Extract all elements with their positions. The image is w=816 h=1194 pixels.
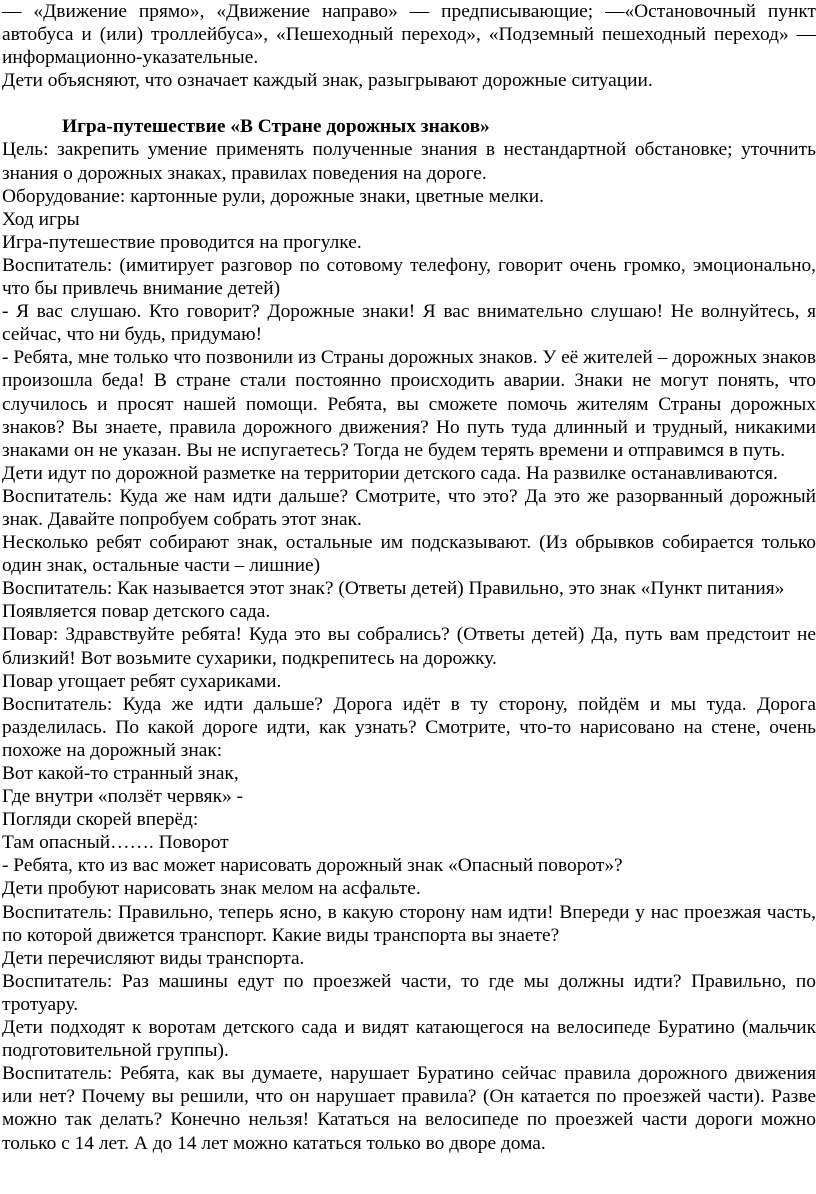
paragraph-game-course: Ход игры	[2, 208, 80, 230]
paragraph-food-point: Воспитатель: Как называется этот знак? (Ответы детей) Правильно, это знак «Пункт питания»	[2, 578, 785, 600]
paragraph-walk: Игра-путешествие проводится на прогулке.	[2, 231, 362, 253]
paragraph-draw-sign: - Ребята, кто из вас может нарисовать дорожный знак «Опасный поворот»?	[2, 855, 623, 877]
paragraph-cook-speech: Повар: Здравствуйте ребята! Куда это вы собрались? (Ответы детей) Да, путь вам предстоит не близкий! Вот возьмите сухарики, подкрепитесь на дорожку.	[2, 624, 816, 669]
paragraph-listening: - Я вас слушаю. Кто говорит? Дорожные знаки! Я вас внимательно слушаю! Не волнуйтесь, я сейчас, что ни будь, придумаю!	[2, 301, 816, 346]
paragraph-road-marking: Дети идут по дорожной разметке на территории детского сада. На развилке останавливаются.	[2, 462, 778, 484]
paragraph-equipment: Оборудование: картонные рули, дорожные знаки, цветные мелки.	[2, 185, 544, 207]
paragraph-assemble-sign: Несколько ребят собирают знак, остальные им подсказывают. (Из обрывков собирается только один знак, остальные части – лишние)	[2, 532, 816, 577]
paragraph-buratino: Дети подходят к воротам детского сада и видят катающегося на велосипеде Буратино (мальчик подготовительной группы).	[2, 1017, 816, 1062]
poem-line-1: Вот какой-то странный знак,	[2, 763, 239, 784]
paragraph-torn-sign: Воспитатель: Куда же нам идти дальше? Смотрите, что это? Да это же разорванный дорожный знак. Давайте попробуем собрать этот знак.	[2, 485, 816, 530]
paragraph-where-next: Воспитатель: Куда же идти дальше? Дорога идёт в ту сторону, пойдём и мы туда. Дорога разделилась. По какой дороге идти, как узнать? Смотрите, что-то нарисовано на стене, очень похоже на дорожный знак:	[2, 693, 816, 761]
paragraph-call: - Ребята, мне только что позвонили из Страны дорожных знаков. У её жителей – дорожных знаков произошла беда! В стране стали постоянно происходить аварии. Знаки не могут понять, что случилось и просят нашей помощи. Ребята, вы сможете помочь жителям Страны дорожных знаков? Вы знаете, правила дорожного движения? Но путь туда длинный и трудный, никакими знаками он не указан. Вы не испугаетесь? Тогда не будем терять времени и отправимся в путь.	[2, 347, 816, 461]
paragraph-sidewalk: Воспитатель: Раз машины едут по проезжей части, то где мы должны идти? Правильно, по тротуару.	[2, 970, 816, 1015]
paragraph-goal: Цель: закрепить умение применять полученные знания в нестандартной обстановке; уточнить знания о дорожных знаках, правилах поведения на дороге.	[2, 139, 816, 184]
paragraph-list-transport: Дети перечисляют виды транспорта.	[2, 947, 305, 969]
poem-line-3: Погляди скорей вперёд:	[2, 809, 199, 831]
poem-line-2: Где внутри «ползёт червяк» -	[2, 786, 243, 808]
paragraph-cook-appears: Появляется повар детского сада.	[2, 601, 271, 623]
intro-paragraph-1: — «Движение прямо», «Движение направо» — предписывающие; —«Остановочный пункт автобуса и (или) троллейбуса», «Пешеходный переход», «Подземный пешеходный переход» — информационно-указательные.	[2, 1, 816, 69]
paragraph-bicycle-rules: Воспитатель: Ребята, как вы думаете, нарушает Буратино сейчас правила дорожного движения или нет? Почему вы решили, что он нарушает правила? (Он катается по проезжей части). Разве можно так делать? Конечно нельзя! Кататься на велосипеде по проезжей части дороги можно только с 14 лет. А до 14 лет можно кататься только во дворе дома.	[2, 1063, 816, 1154]
paragraph-transport: Воспитатель: Правильно, теперь ясно, в какую сторону нам идти! Впереди у нас проезжая часть, по которой движется транспорт. Какие виды транспорта вы знаете?	[2, 901, 816, 946]
paragraph-cook-treats: Повар угощает ребят сухариками.	[2, 670, 282, 692]
poem-line-4: Там опасный……. Поворот	[2, 832, 229, 854]
intro-paragraph-2: Дети объясняют, что означает каждый знак, разыгрывают дорожные ситуации.	[2, 70, 653, 92]
section-heading: Игра-путешествие «В Стране дорожных знаков»	[62, 116, 490, 138]
paragraph-teacher-phone: Воспитатель: (имитирует разговор по сотовому телефону, говорит очень громко, эмоционально, что бы привлечь внимание детей)	[2, 254, 816, 300]
paragraph-chalk: Дети пробуют нарисовать знак мелом на асфальте.	[2, 878, 421, 900]
